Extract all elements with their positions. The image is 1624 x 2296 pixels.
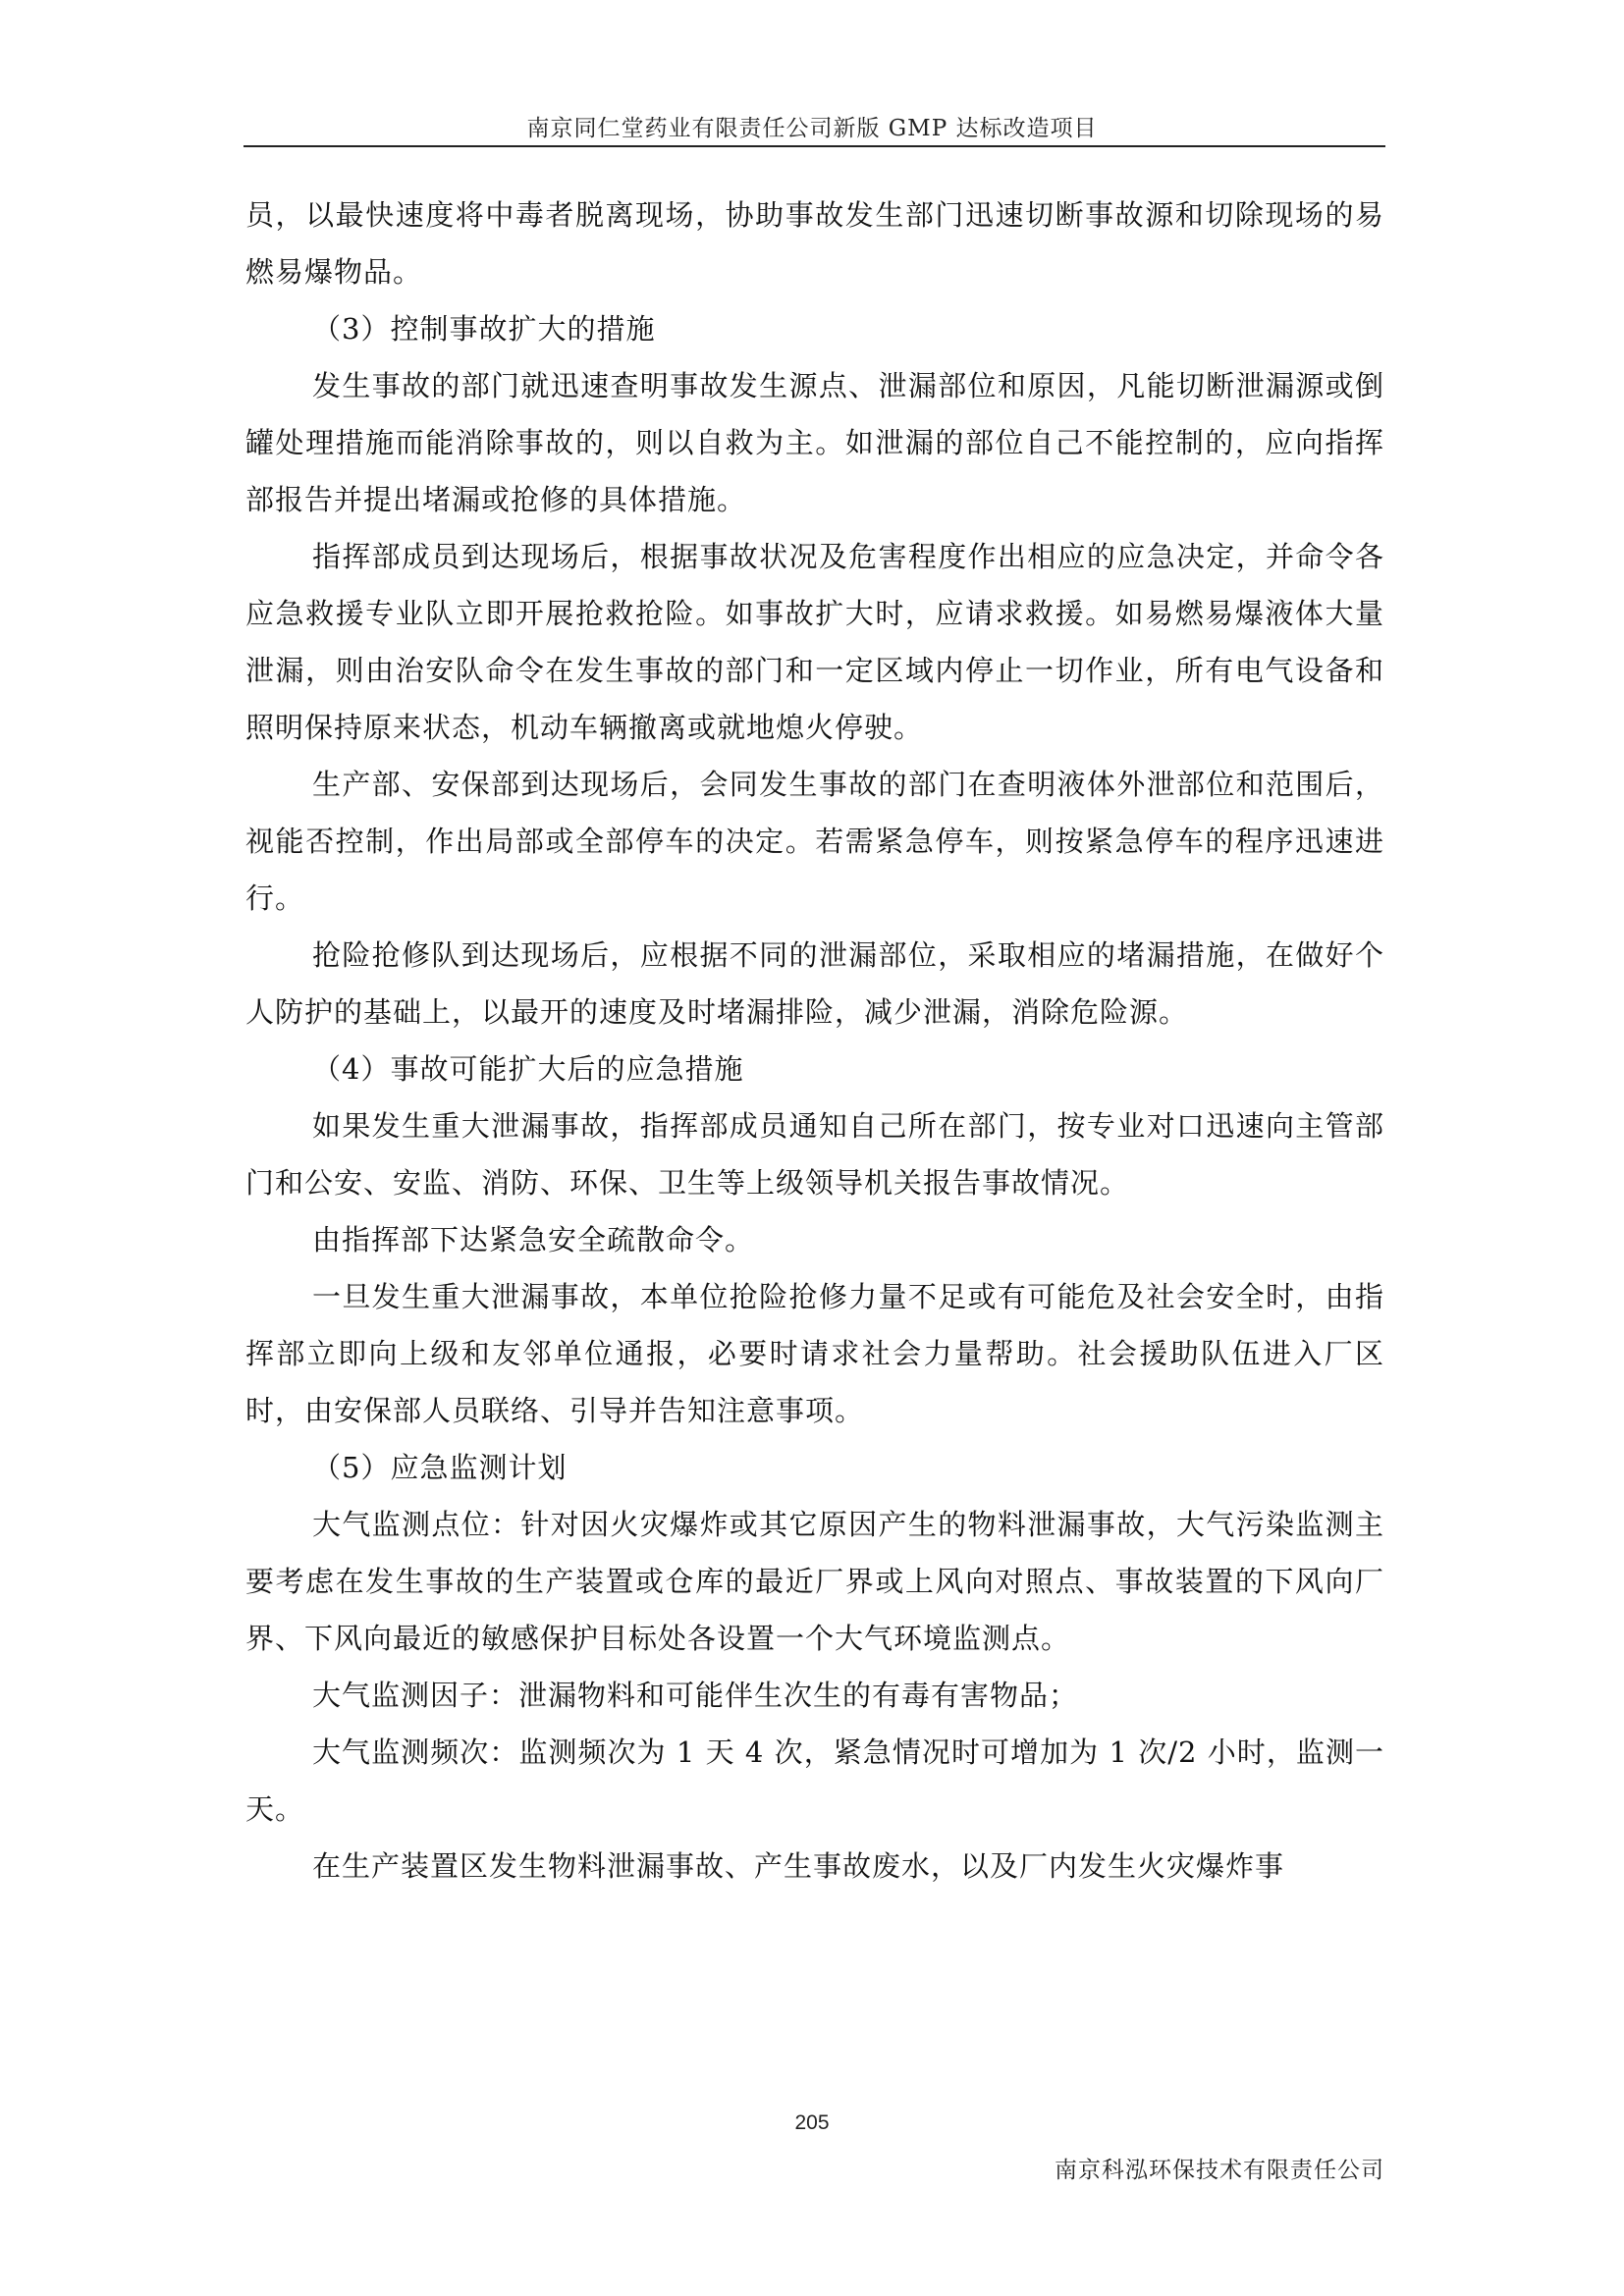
page-number: 205 — [794, 2111, 830, 2134]
header-divider — [244, 145, 1385, 147]
document-body — [245, 187, 1384, 1895]
section-heading: （5）应急监测计划 — [312, 1451, 568, 1484]
paragraph: 大气监测频次：监测频次为 1 天 4 次，紧急情况时可增加为 1 次/2 小时，监测一天。 — [245, 1735, 1384, 1826]
footer-company-name: 南京科泓环保技术有限责任公司 — [1055, 2158, 1384, 2183]
paragraph: 一旦发生重大泄漏事故，本单位抢险抢修力量不足或有可能危及社会安全时，由指挥部立即向上级和友邻单位通报，必要时请求社会力量帮助。社会援助队伍进入厂区时，由安保部人员联络、引导并告知注意事项。 — [245, 1280, 1384, 1427]
paragraph: 在生产装置区发生物料泄漏事故、产生事故废水，以及厂内发生火灾爆炸事 — [312, 1849, 1285, 1883]
paragraph: 如果发生重大泄漏事故，指挥部成员通知自己所在部门，按专业对口迅速向主管部门和公安、安监、消防、环保、卫生等上级领导机关报告事故情况。 — [245, 1109, 1384, 1200]
paragraph: 由指挥部下达紧急安全疏散命令。 — [312, 1223, 755, 1256]
paragraph: 发生事故的部门就迅速查明事故发生源点、泄漏部位和原因，凡能切断泄漏源或倒罐处理措施而能消除事故的，则以自救为主。如泄漏的部位自己不能控制的，应向指挥部报告并提出堵漏或抢修的具体措施。 — [245, 369, 1384, 516]
paragraph: 抢险抢修队到达现场后，应根据不同的泄漏部位，采取相应的堵漏措施，在做好个人防护的基础上，以最开的速度及时堵漏排险，减少泄漏，消除危险源。 — [245, 938, 1384, 1029]
section-heading: （3）控制事故扩大的措施 — [312, 312, 656, 346]
section-heading: （4）事故可能扩大后的应急措施 — [312, 1052, 744, 1086]
paragraph: 生产部、安保部到达现场后，会同发生事故的部门在查明液体外泄部位和范围后，视能否控制，作出局部或全部停车的决定。若需紧急停车，则按紧急停车的程序迅速进行。 — [245, 768, 1384, 915]
paragraph: 大气监测点位：针对因火灾爆炸或其它原因产生的物料泄漏事故，大气污染监测主要考虑在发生事故的生产装置或仓库的最近厂界或上风向对照点、事故装置的下风向厂界、下风向最近的敏感保护目标处各设置一个大气环境监测点。 — [245, 1508, 1384, 1655]
paragraph: 指挥部成员到达现场后，根据事故状况及危害程度作出相应的应急决定，并命令各应急救援专业队立即开展抢救抢险。如事故扩大时，应请求救援。如易燃易爆液体大量泄漏，则由治安队命令在发生事故的部门和一定区域内停止一切作业，所有电气设备和照明保持原来状态，机动车辆撤离或就地熄火停驶。 — [245, 540, 1384, 744]
paragraph: 员，以最快速度将中毒者脱离现场，协助事故发生部门迅速切断事故源和切除现场的易燃易爆物品。 — [245, 198, 1384, 289]
paragraph: 大气监测因子：泄漏物料和可能伴生次生的有毒有害物品； — [312, 1679, 1079, 1712]
page-header-title: 南京同仁堂药业有限责任公司新版 GMP 达标改造项目 — [526, 116, 1098, 141]
